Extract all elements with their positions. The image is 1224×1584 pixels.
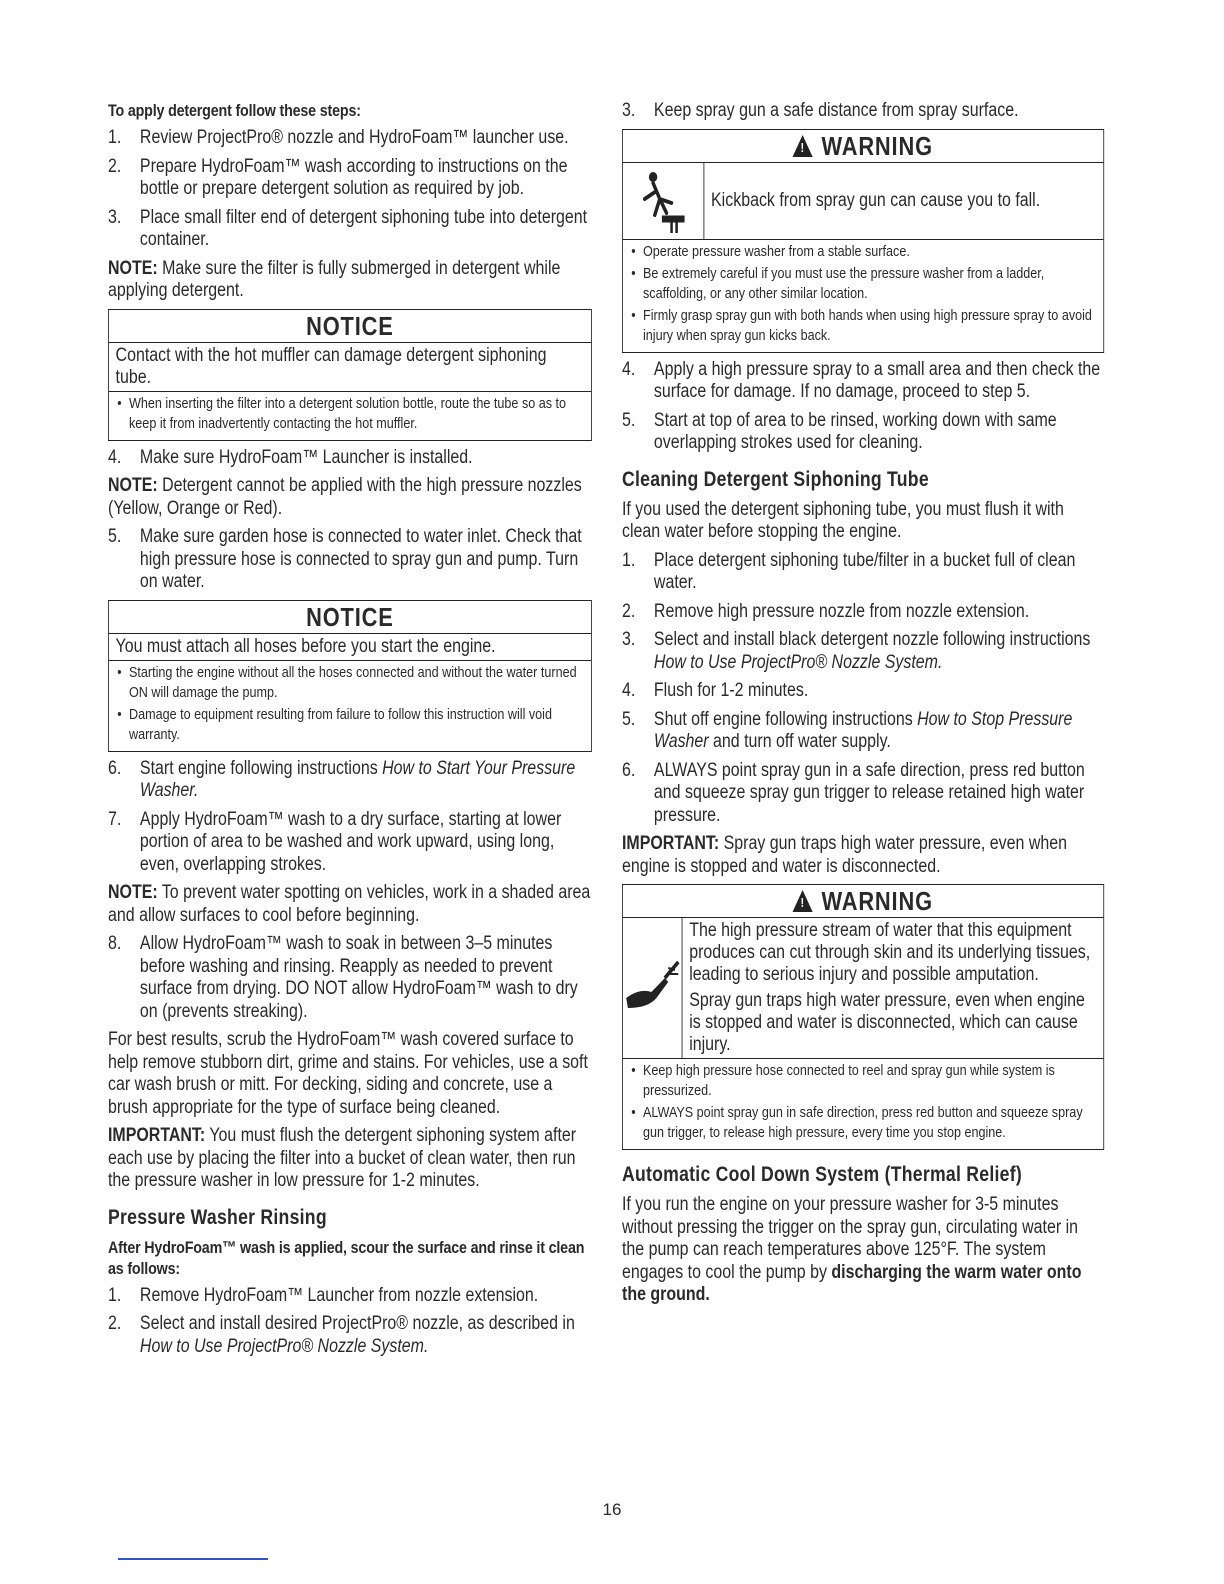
rinse-intro: After HydroFoam™ wash is applied, scour the surface and rinse it clean as follows: <box>108 1237 585 1278</box>
list-item: 5. Make sure garden hose is connected to water inlet. Check that high pressure hose is connected to spray gun and pump. Turn on water. <box>108 526 582 592</box>
note-nozzles: NOTE: Detergent cannot be applied with the high pressure nozzles (Yellow, Orange or Red). <box>108 475 582 519</box>
warning-bullets <box>623 240 1103 352</box>
warning-title: WARNING <box>821 130 933 161</box>
right-column <box>622 100 1104 1313</box>
warning-box-kickback <box>622 129 1104 353</box>
list-item: 5. Start at top of area to be rinsed, working down with same overlapping strokes used for cleaning. <box>622 409 1057 453</box>
warning-main-2: Spray gun traps high water pressure, even when engine is stopped and water is disconnected, which can cause injury. <box>689 990 1085 1055</box>
warning-box-injection <box>622 884 1104 1150</box>
warning-triangle-icon: ! <box>793 135 813 157</box>
apply-steps <box>108 127 592 252</box>
page-number: 16 <box>602 1500 622 1519</box>
important-flush: IMPORTANT: You must flush the detergent siphoning system after each use by placing the filter into a bucket of clean water, then run the pressure washer in low pressure for 1-2 minutes. <box>108 1125 577 1191</box>
list-item: 3. Place small filter end of detergent siphoning tube into detergent container. <box>108 206 588 250</box>
best-results-paragraph: For best results, scrub the HydroFoam™ wash covered surface to help remove stubborn dirt, grime and stains. For vehicles, use a soft car wash brush or mitt. For decking, siding and concrete, use a brush appropriate for the type of surface being cleaned. <box>108 1029 588 1118</box>
list-item: 4. Flush for 1-2 minutes. <box>622 680 809 701</box>
list-item: 1. Remove HydroFoam™ Launcher from nozzle extension. <box>108 1284 539 1306</box>
list-item: 3. Select and install black detergent nozzle following instructions How to Use ProjectPro® Nozzle System. <box>622 629 1091 673</box>
warning-triangle-icon: ! <box>793 890 813 912</box>
list-item: 6. ALWAYS point spray gun in a safe direction, press red button and squeeze spray gun trigger to release retained high water pressure. <box>622 759 1085 826</box>
notice-bullets <box>109 392 591 440</box>
list-item: • Be extremely careful if you must use the pressure washer from a ladder, scaffolding, or any other similar location. <box>630 264 1097 304</box>
heading-cooldown: Automatic Cool Down System (Thermal Relief) <box>622 1163 1022 1186</box>
list-item: • Starting the engine without all the hoses connected and without the water turned ON will damage the pump. <box>116 663 585 703</box>
cleaning-steps <box>622 550 1104 828</box>
injection-hazard-icon <box>623 918 683 1058</box>
list-item: • ALWAYS point spray gun in safe direction, press red button and squeeze spray gun trigger, to release high pressure, every time you stop engine. <box>630 1103 1097 1143</box>
list-item: 2. Prepare HydroFoam™ wash according to instructions on the bottle or prepare detergent solution as required by job. <box>108 155 568 199</box>
list-item: 1. Place detergent siphoning tube/filter in a bucket full of clean water. <box>622 549 1076 593</box>
note-filter: NOTE: Make sure the filter is fully submerged in detergent while applying detergent. <box>108 257 561 301</box>
warning-main: Kickback from spray gun can cause you to fall. <box>711 189 1041 211</box>
list-item: 1. Review ProjectPro® nozzle and HydroFoam™ launcher use. <box>108 127 569 148</box>
list-item: • Damage to equipment resulting from failure to follow this instruction will void warranty. <box>116 705 585 745</box>
cleaning-intro: If you used the detergent siphoning tube, you must flush it with clean water before stopping the engine. <box>622 498 1064 542</box>
footer-rule <box>118 1558 268 1560</box>
list-item: 3. Keep spray gun a safe distance from spray surface. <box>622 100 1019 121</box>
list-item: • Firmly grasp spray gun with both hands when using high pressure spray to avoid injury when spray gun kicks back. <box>630 306 1097 346</box>
notice-bullets <box>109 661 591 751</box>
important-pressure: IMPORTANT: Spray gun traps high water pressure, even when engine is stopped and water is disconnected. <box>622 833 1068 877</box>
notice-title: NOTICE <box>109 601 591 634</box>
list-item: 6. Start engine following instructions How to Start Your Pressure Washer. <box>108 757 576 801</box>
left-column <box>108 100 592 1364</box>
list-item: 2. Select and install desired ProjectPro® nozzle, as described in How to Use ProjectPro® Nozzle System. <box>108 1313 575 1357</box>
list-item: 4. Make sure HydroFoam™ Launcher is installed. <box>108 446 473 468</box>
warning-title: WARNING <box>821 886 933 916</box>
notice-main: You must attach all hoses before you start the engine. <box>109 634 591 661</box>
heading-rinsing: Pressure Washer Rinsing <box>108 1205 327 1229</box>
list-item: • Operate pressure washer from a stable surface. <box>630 242 1097 262</box>
list-item: • When inserting the filter into a detergent solution bottle, route the tube so as to keep it from inadvertently contacting the hot muffler. <box>116 394 585 434</box>
list-item: 4. Apply a high pressure spray to a small area and then check the surface for damage. If no damage, proceed to step 5. <box>622 358 1101 402</box>
notice-box-muffler <box>108 309 592 441</box>
list-item: 2. Remove high pressure nozzle from nozzle extension. <box>622 600 1030 622</box>
cooldown-paragraph: If you run the engine on your pressure washer for 3-5 minutes without pressing the trigger on the spray gun, circulating water in the pump can reach temperatures above 125°F. The system engages to cool the pump by discharging the warm water onto the ground. <box>622 1194 1082 1305</box>
notice-box-hoses <box>108 600 592 752</box>
list-item: 7. Apply HydroFoam™ wash to a dry surface, starting at lower portion of area to be washed and work upward, using long, even, overlapping strokes. <box>108 808 562 875</box>
warning-bullets <box>623 1059 1103 1149</box>
note-spotting: NOTE: To prevent water spotting on vehicles, work in a shaded area and allow surfaces to cool before beginning. <box>108 882 591 926</box>
list-item: • Keep high pressure hose connected to reel and spray gun while system is pressurized. <box>630 1061 1097 1101</box>
notice-title: NOTICE <box>109 310 591 343</box>
list-item: 5. Shut off engine following instructions How to Stop Pressure Washer and turn off water supply. <box>622 708 1073 752</box>
fall-hazard-icon <box>623 163 704 239</box>
warning-main: The high pressure stream of water that this equipment produces can cut through skin and its underlying tissues, leading to serious injury and possible amputation. <box>689 920 1091 985</box>
notice-main: Contact with the hot muffler can damage detergent siphoning tube. <box>109 343 591 392</box>
apply-detergent-intro: To apply detergent follow these steps: <box>108 101 361 120</box>
heading-cleaning: Cleaning Detergent Siphoning Tube <box>622 467 929 491</box>
rinse-steps <box>108 1285 592 1359</box>
list-item: 8. Allow HydroFoam™ wash to soak in between 3–5 minutes before washing and rinsing. Reapply as needed to prevent surface from drying. DO NOT allow HydroFoam™ wash to dry on (prevents streaking). <box>108 933 578 1022</box>
